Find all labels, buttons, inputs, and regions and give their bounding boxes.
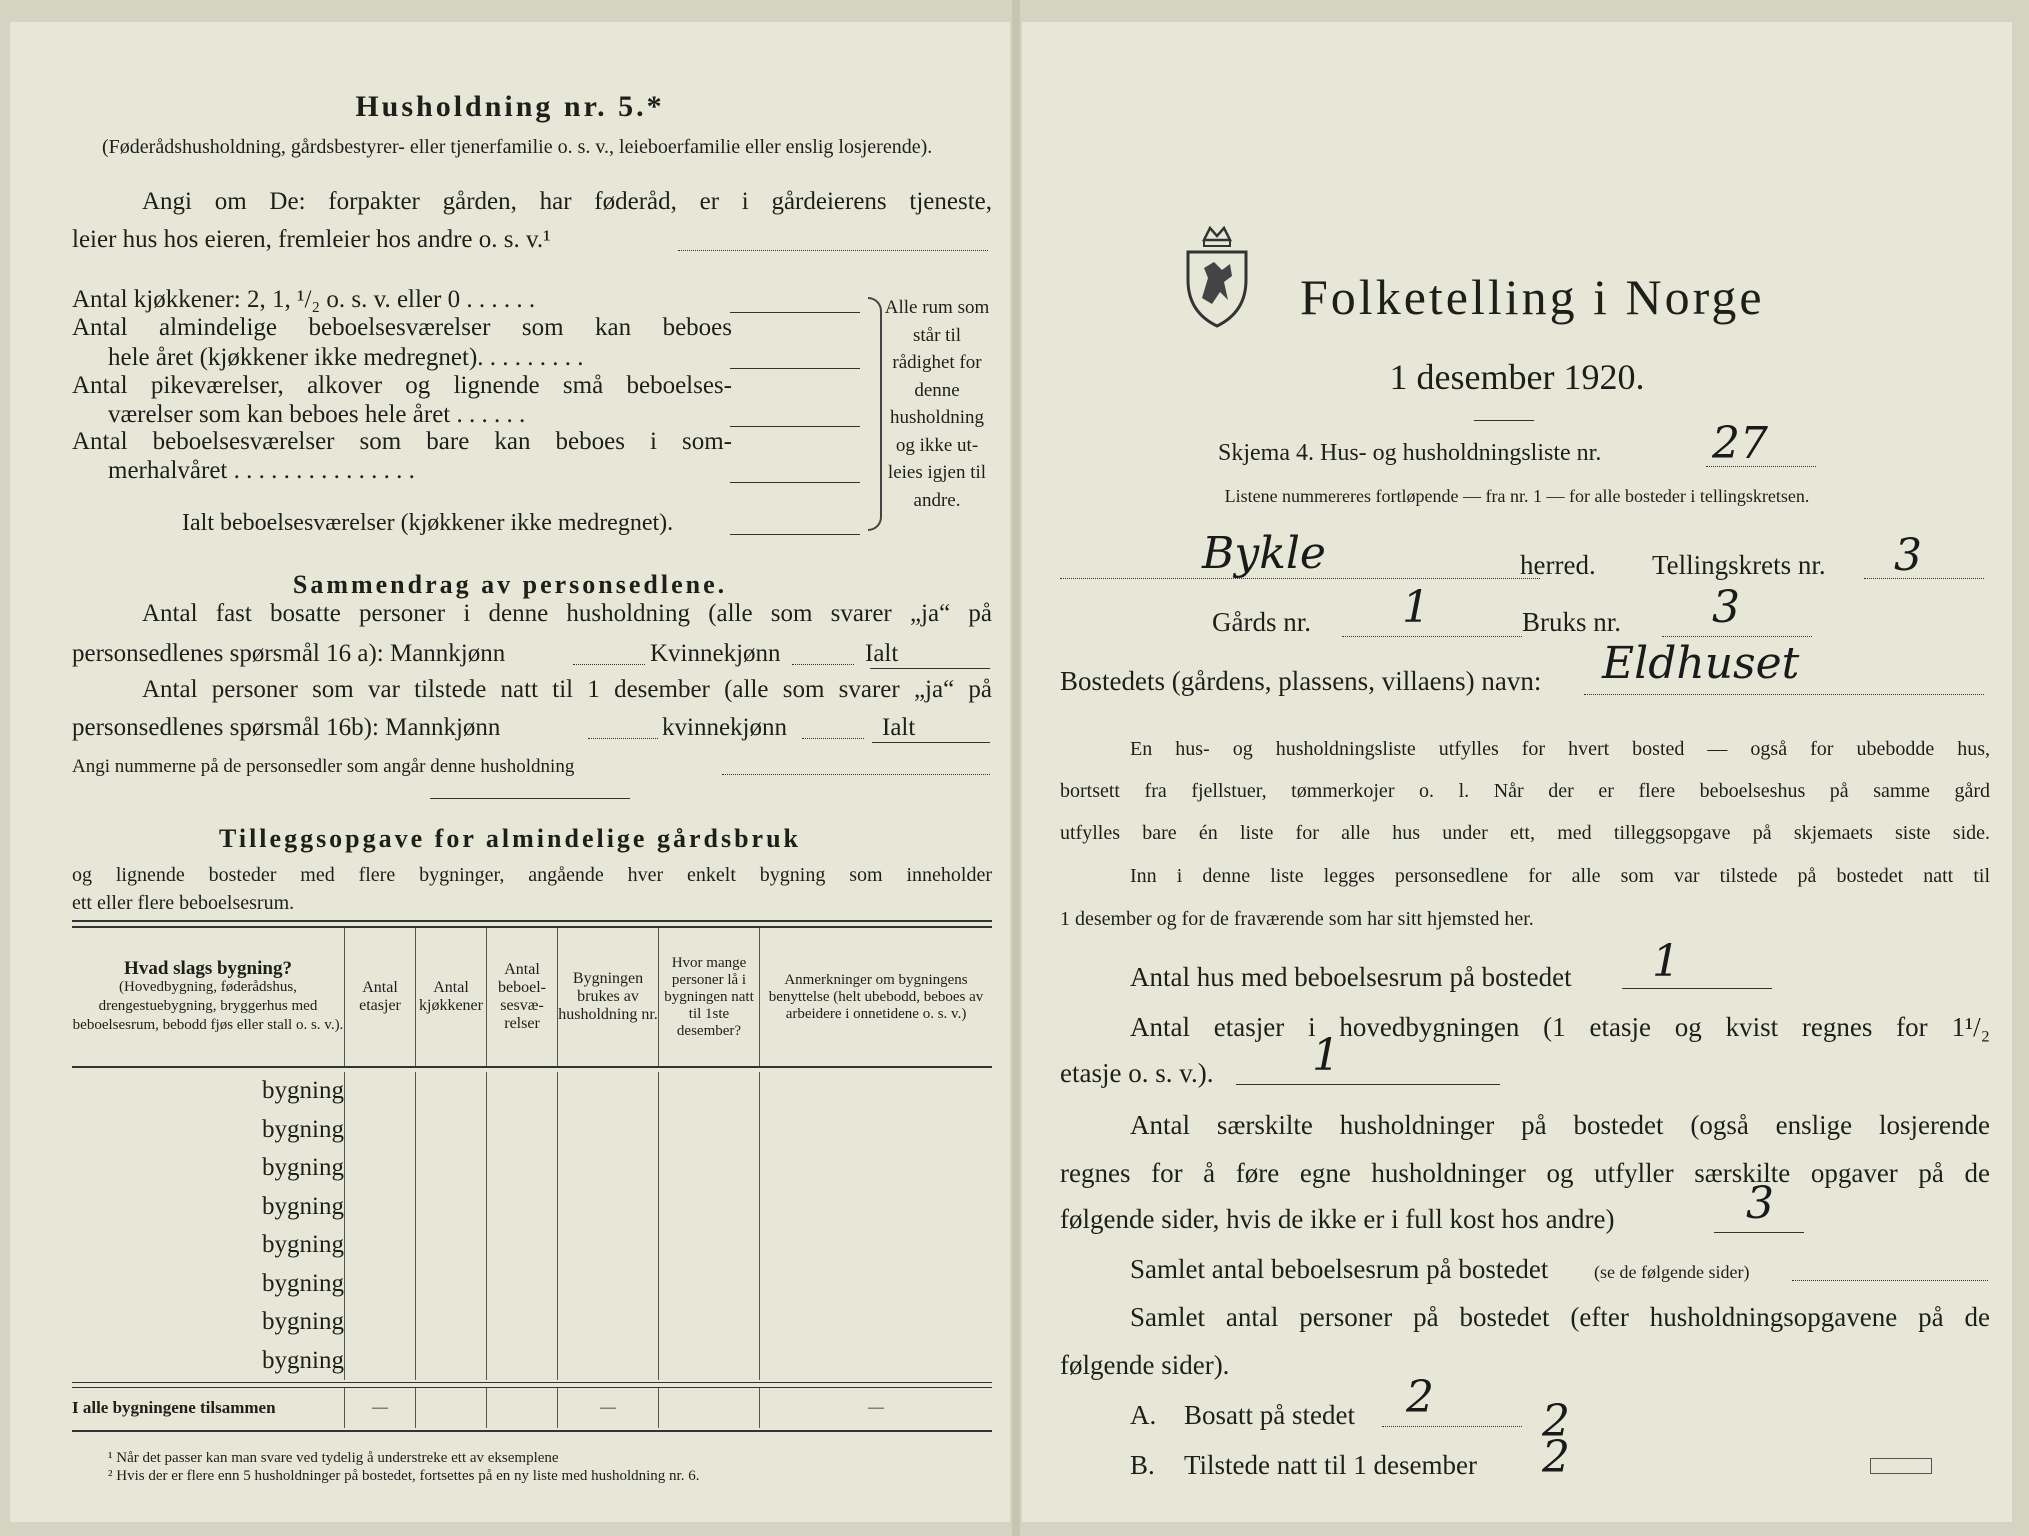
total-label: I alle bygningene tilsammen: [72, 1398, 276, 1417]
header-anmerkninger: Anmerkninger om bygningens benyttelse (helt ubebodd, beboes av arbeidere i onnetidene o. s. v.): [760, 928, 993, 1066]
row-label: [72, 1342, 345, 1381]
table-top-rule: [72, 920, 992, 928]
tilstede-line1: Antal personer som var tilstede natt til 1 desember (alle som svarer „ja“ på: [142, 676, 992, 703]
instruction-4: Inn i denne liste legges personsedlene for alle som var tilstede på bostedet natt til: [1130, 865, 1990, 887]
etasjer-value: 1: [1312, 1030, 1340, 1081]
row-bygning-1: bygning: [262, 1077, 344, 1105]
bostedets-label: Bostedets (gårdens, plassens, villaens) navn:: [1060, 666, 1542, 696]
building-table-total: [72, 1388, 992, 1428]
gards-value: 1: [1402, 582, 1430, 633]
left-page: [10, 22, 1010, 1522]
bosatt-value: 2: [1406, 1372, 1434, 1423]
almindelige-line1: Antal almindelige beboelsesværelser som kan beboes: [72, 314, 732, 341]
header-building-type-note: (Hovedbygning, føderådshus, drengestuebygning, bryggerhus med beboelsesrum, bebodd fjøs eller stall o. s. v.).: [72, 979, 344, 1033]
row-bygning-6: bygning: [262, 1269, 344, 1297]
gards-line: [1342, 636, 1522, 637]
table-bottom-rule: [72, 1430, 992, 1432]
row-label: [72, 1072, 345, 1111]
husholdninger-line: [1714, 1232, 1804, 1233]
ialt-rum-answer: [730, 534, 860, 535]
instruction-5: 1 desember og for de fraværende som har sitt hjemsted her.: [1060, 908, 1534, 930]
pike-line2: værelser som kan beboes hele året . . . . . .: [108, 401, 526, 428]
kjokkener-answer: [730, 312, 860, 313]
husholdninger-line2: regnes for å føre egne husholdninger og utfyller særskilte opgaver på de: [1060, 1158, 1990, 1188]
tellingskrets-label: Tellingskrets nr.: [1652, 550, 1826, 580]
bosatt-label: Bosatt på stedet: [1184, 1400, 1355, 1430]
header-rule: [72, 1066, 992, 1068]
tilstede-letter: B.: [1130, 1450, 1155, 1480]
herred-label: herred.: [1520, 550, 1596, 580]
total-anmerkninger: —: [760, 1388, 993, 1428]
header-building-type-title: Hvad slags bygning?: [124, 958, 292, 979]
header-husholdning-nr: Bygningen brukes av husholdning nr.: [558, 928, 659, 1066]
fast-line2-a: personsedlenes spørsmål 16 a): Mannkjønn: [72, 640, 506, 667]
fast-line2-b: Kvinnekjønn: [650, 640, 781, 667]
household-intro: (Føderådshusholdning, gårdsbestyrer- eller tjenerfamilie o. s. v., leieboerfamilie eller enslig losjerende).: [102, 136, 933, 158]
bostedets-line: [1584, 694, 1984, 695]
header-building-type: [72, 928, 345, 1066]
row-label: [72, 1111, 345, 1150]
tilstede-line2-a: personsedlenes spørsmål 16b): Mannkjønn: [72, 714, 501, 741]
bosatt-line: [1382, 1426, 1522, 1427]
angi-line2: leier hus hos eieren, fremleier hos andre o. s. v.¹: [72, 226, 551, 253]
row-label: [72, 1149, 345, 1188]
row-label: [72, 1226, 345, 1265]
husholdninger-line1: Antal særskilte husholdninger på bostedet (også enslige losjerende: [1130, 1110, 1990, 1140]
fast-ialt-answer: [870, 668, 990, 669]
bruks-value: 3: [1712, 582, 1740, 633]
tilstede-label: Tilstede natt til 1 desember: [1184, 1450, 1477, 1480]
etasjer-line1: Antal etasjer i hovedbygningen (1 etasje og kvist regnes for 1¹/₂: [1130, 1012, 1990, 1042]
building-table-body: [72, 1072, 992, 1380]
tilstede-kvinne-answer: [802, 738, 864, 739]
page-gutter: [1012, 0, 1020, 1536]
row-bygning-4: bygning: [262, 1192, 344, 1220]
sommer-line2: merhalvåret . . . . . . . . . . . . . . .: [108, 457, 415, 484]
row-bygning-2: bygning: [262, 1115, 344, 1143]
tellingskrets-line: [1864, 578, 1984, 579]
angi-answer-line: [678, 250, 988, 251]
total-husholdning: —: [558, 1388, 659, 1428]
gards-label: Gårds nr.: [1212, 607, 1311, 637]
brace: [868, 297, 882, 531]
almindelige-line2: hele året (kjøkkener ikke medregnet). . . . . . . . .: [108, 344, 584, 371]
skjema-label: Skjema 4. Hus- og husholdningsliste nr.: [1218, 440, 1602, 466]
husholdninger-value: 3: [1746, 1178, 1774, 1229]
coat-of-arms-icon: [1182, 220, 1252, 330]
printer-stamp: [1870, 1458, 1932, 1474]
building-table-header: [72, 928, 992, 1066]
row-bygning-5: bygning: [262, 1231, 344, 1259]
row-bygning-3: bygning: [262, 1154, 344, 1182]
bruks-line: [1662, 636, 1812, 637]
angi-nummerne: Angi nummerne på de personsedler som angår denne husholdning: [72, 756, 575, 777]
instruction-2: bortsett fra fjellstuer, tømmerkojer o. l. Når der er flere beboelseshus på samme gård: [1060, 780, 1990, 802]
header-etasjer: Antal etasjer: [345, 928, 416, 1066]
row-label: [72, 1188, 345, 1227]
section-divider: [430, 798, 630, 799]
fast-kvinne-answer: [792, 664, 854, 665]
antal-hus-line: [1622, 988, 1772, 989]
angi-line1: Angi om De: forpakter gården, har føderåd, er i gårdeierens tjeneste,: [142, 188, 992, 215]
date-rule: [1474, 420, 1534, 421]
footnote-1: ¹ Når det passer kan man svare ved tydelig å understreke ett av eksemplene: [108, 1450, 559, 1466]
samlet-rum-label: Samlet antal beboelsesrum på bostedet: [1130, 1254, 1549, 1284]
tillegg-line1: og lignende bosteder med flere bygninger, angående hver enkelt bygning som inneholder: [72, 864, 992, 886]
samlet-personer-line1: Samlet antal personer på bostedet (efter husholdningsopgavene på de: [1130, 1302, 1990, 1332]
row-bygning-8: bygning: [262, 1346, 344, 1374]
tilstede-mann-answer: [588, 738, 658, 739]
fast-line2-c: Ialt: [865, 640, 899, 667]
census-title: Folketelling i Norge: [1300, 269, 1765, 325]
kjokkener-label: Antal kjøkkener: 2, 1, ¹/₂ o. s. v. eller 0 . . . . . .: [72, 286, 536, 313]
instruction-1: En hus- og husholdningsliste utfylles for hvert bosted — også for ubebodde hus,: [1130, 738, 1990, 760]
etasjer-line2: etasje o. s. v.).: [1060, 1058, 1214, 1088]
tellingskrets-value: 3: [1894, 530, 1922, 581]
bostedets-value: Eldhuset: [1602, 638, 1800, 689]
tillegg-title: Tilleggsopgave for almindelige gårdsbruk: [218, 824, 802, 853]
pike-answer: [730, 426, 860, 427]
etasjer-line: [1236, 1084, 1500, 1085]
summary-title: Sammendrag av personsedlene.: [292, 570, 728, 599]
herred-value: Bykle: [1202, 528, 1326, 579]
header-beboelsesvaerelser: Antal beboelsesværelser: [487, 928, 558, 1066]
samlet-rum-line: [1792, 1280, 1988, 1281]
ialt-rum-label: Ialt beboelsesværelser (kjøkkener ikke medregnet).: [182, 510, 674, 536]
tilstede-value: 2: [1542, 1432, 1570, 1483]
header-personer: Hvor mange personer lå i bygningen natt til 1ste desember?: [659, 928, 760, 1066]
samlet-personer-line2: følgende sider).: [1060, 1350, 1230, 1380]
census-date: 1 desember 1920.: [1389, 357, 1645, 397]
angi-nummerne-answer: [722, 774, 990, 775]
antal-hus-label: Antal hus med beboelsesrum på bostedet: [1130, 962, 1572, 992]
antal-hus-value: 1: [1652, 936, 1680, 987]
listene-note: Listene nummereres fortløpende — fra nr. 1 — for alle bosteder i tellingskretsen.: [1224, 486, 1810, 506]
skjema-value: 27: [1712, 418, 1768, 469]
bosatt-value-extra: 2: [1542, 1396, 1570, 1447]
sommer-line1: Antal beboelsesværelser som bare kan beboes i som-: [72, 428, 732, 455]
almindelige-answer: [730, 368, 860, 369]
pike-line1: Antal pikeværelser, alkover og lignende små beboelses-: [72, 372, 732, 399]
row-label: [72, 1303, 345, 1342]
footnote-2: ² Hvis der er flere enn 5 husholdninger på bostedet, fortsettes på en ny liste med husholdning nr. 6.: [108, 1468, 700, 1484]
bosatt-letter: A.: [1130, 1400, 1157, 1430]
brace-note: Alle rum som står til rådighet for denne husholdning og ikke utleies igjen til andre.: [884, 297, 990, 511]
fast-mann-answer: [573, 664, 645, 665]
household-title: Husholdning nr. 5.*: [355, 90, 665, 123]
bruks-label: Bruks nr.: [1522, 607, 1622, 637]
header-kjokkener: Antal kjøkkener: [416, 928, 487, 1066]
row-bygning-7: bygning: [262, 1308, 344, 1336]
tilstede-line2-c: Ialt: [882, 714, 916, 741]
husholdninger-line3: følgende sider, hvis de ikke er i full kost hos andre): [1060, 1204, 1615, 1234]
tilstede-ialt-answer: [872, 742, 990, 743]
sommer-answer: [730, 482, 860, 483]
tillegg-line2: ett eller flere beboelsesrum.: [72, 892, 295, 914]
fast-line1: Antal fast bosatte personer i denne husholdning (alle som svarer „ja“ på: [142, 600, 992, 627]
total-etasjer: —: [345, 1388, 416, 1428]
tilstede-line2-b: kvinnekjønn: [662, 714, 787, 741]
right-page: [1022, 22, 2012, 1522]
samlet-rum-note: (se de følgende sider): [1594, 1262, 1750, 1282]
row-label: [72, 1265, 345, 1304]
instruction-3: utfylles bare én liste for alle hus under ett, med tilleggsopgave på skjemaets siste side.: [1060, 822, 1990, 844]
